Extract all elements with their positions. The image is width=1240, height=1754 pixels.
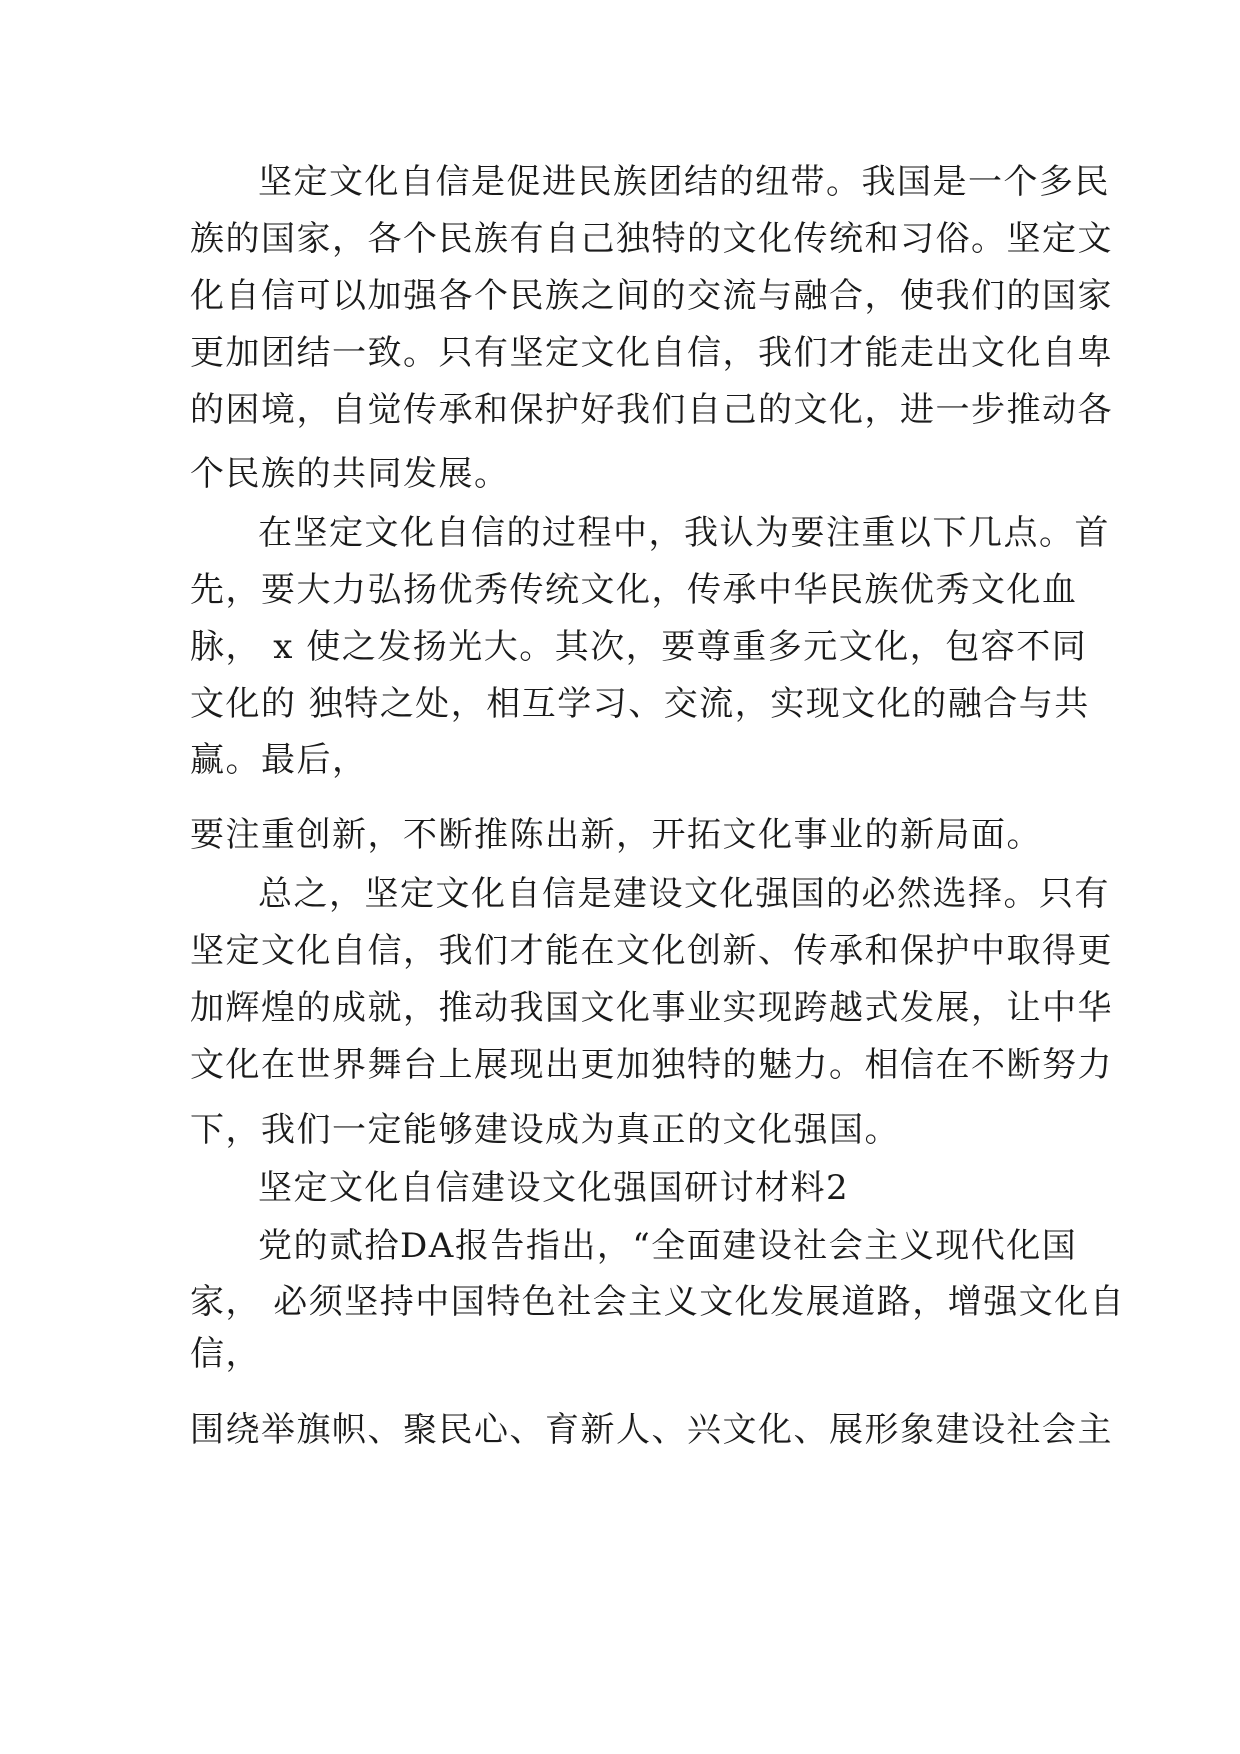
paragraph-4-line-3: 信， <box>190 1334 261 1374</box>
paragraph-1-line-4: 更加团结一致。只有坚定文化自信，我们才能走出文化自卑 <box>190 333 1113 373</box>
paragraph-1-line-3: 化自信可以加强各个民族之间的交流与融合，使我们的国家 <box>190 276 1113 316</box>
paragraph-3-line-3: 加辉煌的成就，推动我国文化事业实现跨越式发展，让中华 <box>190 988 1113 1028</box>
paragraph-2-line-2: 先，要大力弘扬优秀传统文化，传承中华民族优秀文化血 <box>190 570 1078 610</box>
section-heading: 坚定文化自信建设文化强国研讨材料2 <box>258 1168 850 1208</box>
paragraph-1-line-5: 的困境，自觉传承和保护好我们自己的文化，进一步推动各 <box>190 390 1113 430</box>
paragraph-3-line-1: 总之，坚定文化自信是建设文化强国的必然选择。只有 <box>258 874 1110 914</box>
paragraph-1-line-6: 个民族的共同发展。 <box>190 454 510 494</box>
paragraph-2-line-3: 脉， x 使之发扬光大。其次，要尊重多元文化，包容不同 <box>190 627 1088 667</box>
paragraph-1-line-2: 族的国家，各个民族有自己独特的文化传统和习俗。坚定文 <box>190 219 1113 259</box>
paragraph-4-line-1: 党的贰拾DA报告指出，“全面建设社会主义现代化国 <box>258 1226 1078 1266</box>
paragraph-2-line-5: 赢。最后， <box>190 740 368 780</box>
paragraph-1-line-1: 坚定文化自信是促进民族团结的纽带。我国是一个多民 <box>258 162 1110 202</box>
paragraph-2-line-6: 要注重创新，不断推陈出新，开拓文化事业的新局面。 <box>190 815 1042 855</box>
paragraph-2-line-1: 在坚定文化自信的过程中，我认为要注重以下几点。首 <box>258 513 1110 553</box>
paragraph-4-line-4: 围绕举旗帜、聚民心、育新人、兴文化、展形象建设社会主 <box>190 1410 1113 1450</box>
paragraph-2-line-4: 文化的 独特之处，相互学习、交流，实现文化的融合与共 <box>190 684 1090 724</box>
paragraph-3-line-5: 下，我们一定能够建设成为真正的文化强国。 <box>190 1110 900 1150</box>
paragraph-3-line-2: 坚定文化自信，我们才能在文化创新、传承和保护中取得更 <box>190 931 1113 971</box>
paragraph-3-line-4: 文化在世界舞台上展现出更加独特的魅力。相信在不断努力 <box>190 1045 1113 1085</box>
paragraph-4-line-2: 家， 必须坚持中国特色社会主义文化发展道路，增强文化自 <box>190 1282 1126 1322</box>
